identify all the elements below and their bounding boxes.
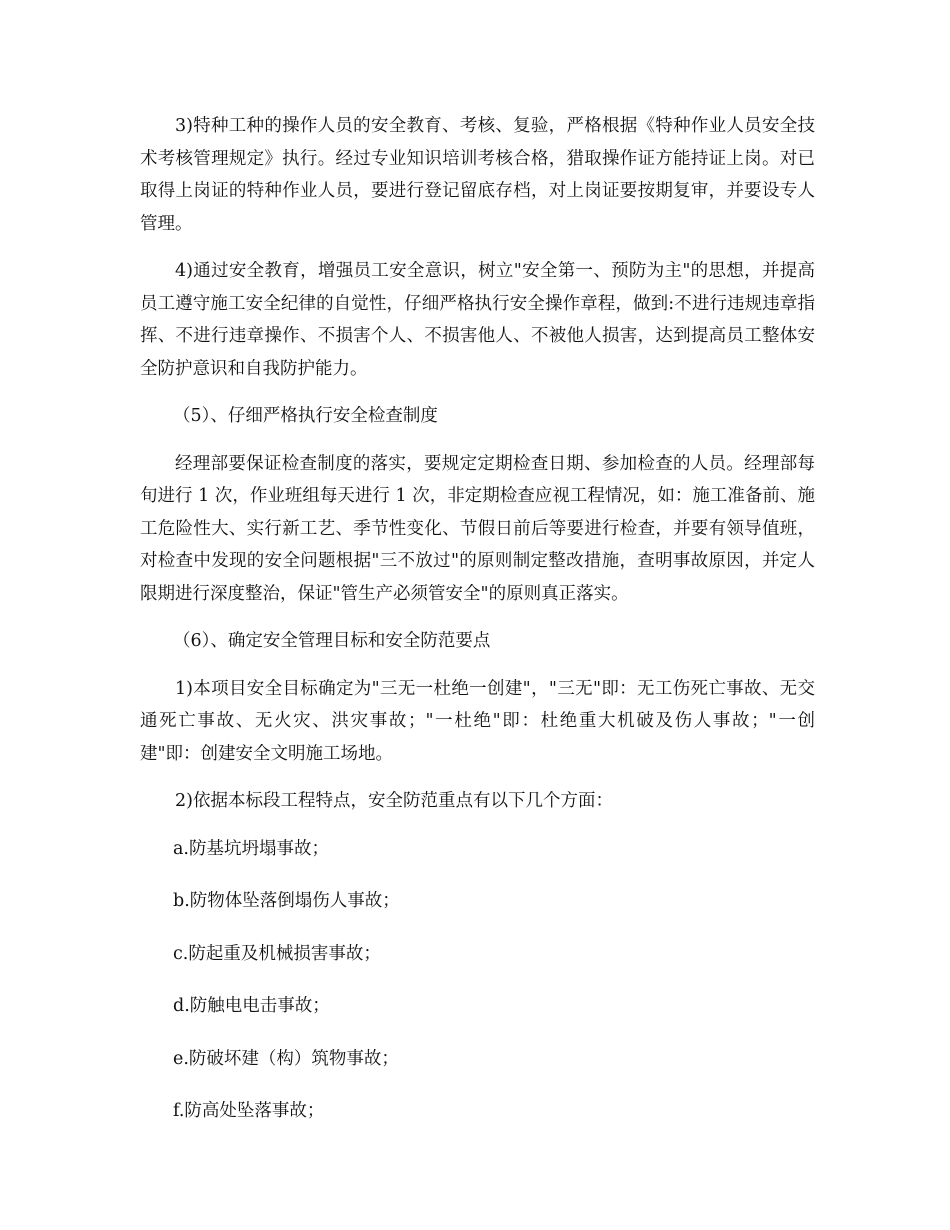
paragraph-safety-education: 4)通过安全教育，增强员工安全意识，树立"安全第一、预防为主"的思想，并提高员工遵守施工安全纪律的自觉性，仔细严格执行安全操作章程，做到:不进行违规违章指挥、不进行违章操作、不损害个人、不损害他人、不被他人损害，达到提高员工整体安全防护意识和自我防护能力。 xyxy=(140,261,815,379)
section-heading-6: （6）、确定安全管理目标和安全防范要点 xyxy=(173,631,491,651)
list-item: f.防高处坠落事故； xyxy=(173,1101,325,1121)
list-item: a.防基坑坍塌事故； xyxy=(173,838,329,859)
document-page xyxy=(140,110,815,1148)
list-item: d.防触电电击事故； xyxy=(173,996,330,1016)
paragraph-inspection-system: 经理部要保证检查制度的落实，要规定定期检查日期、参加检查的人员。经理部每旬进行 1 次，作业班组每天进行 1 次，非定期检查应视工程情况，如：施工准备前、施工危险性大、实行新工艺、季节性变化、节假日前后等要进行检查，并要有领导值班，对检查中发现的安全问题根据"三不放过"的原则制定整改措施，查明事故原因，并定人限期进行深度整治，保证"管生产必须管安全"的原则真正落实。 xyxy=(140,453,815,604)
paragraph-safety-goal: 1)本项目安全目标确定为"三无一杜绝一创建"，"三无"即：无工伤死亡事故、无交通死亡事故、无火灾、洪灾事故；"一杜绝"即：杜绝重大机破及伤人事故；"一创建"即：创建安全文明施工场地。 xyxy=(140,678,815,764)
list-item: e.防破坏建（构）筑物事故； xyxy=(173,1048,399,1069)
list-item: c.防起重及机械损害事故； xyxy=(173,943,381,964)
paragraph-prevention-points: 2)依据本标段工程特点，安全防范重点有以下几个方面： xyxy=(175,791,613,811)
section-heading-5: （5）、仔细严格执行安全检查制度 xyxy=(173,406,438,426)
paragraph-special-workers: 3)特种工种的操作人员的安全教育、考核、复验，严格根据《特种作业人员安全技术考核管理规定》执行。经过专业知识培训考核合格，猎取操作证方能持证上岗。对已取得上岗证的特种作业人员，要进行登记留底存档，对上岗证要按期复审，并要设专人管理。 xyxy=(140,116,815,234)
list-item: b.防物体坠落倒塌伤人事故； xyxy=(173,891,400,911)
